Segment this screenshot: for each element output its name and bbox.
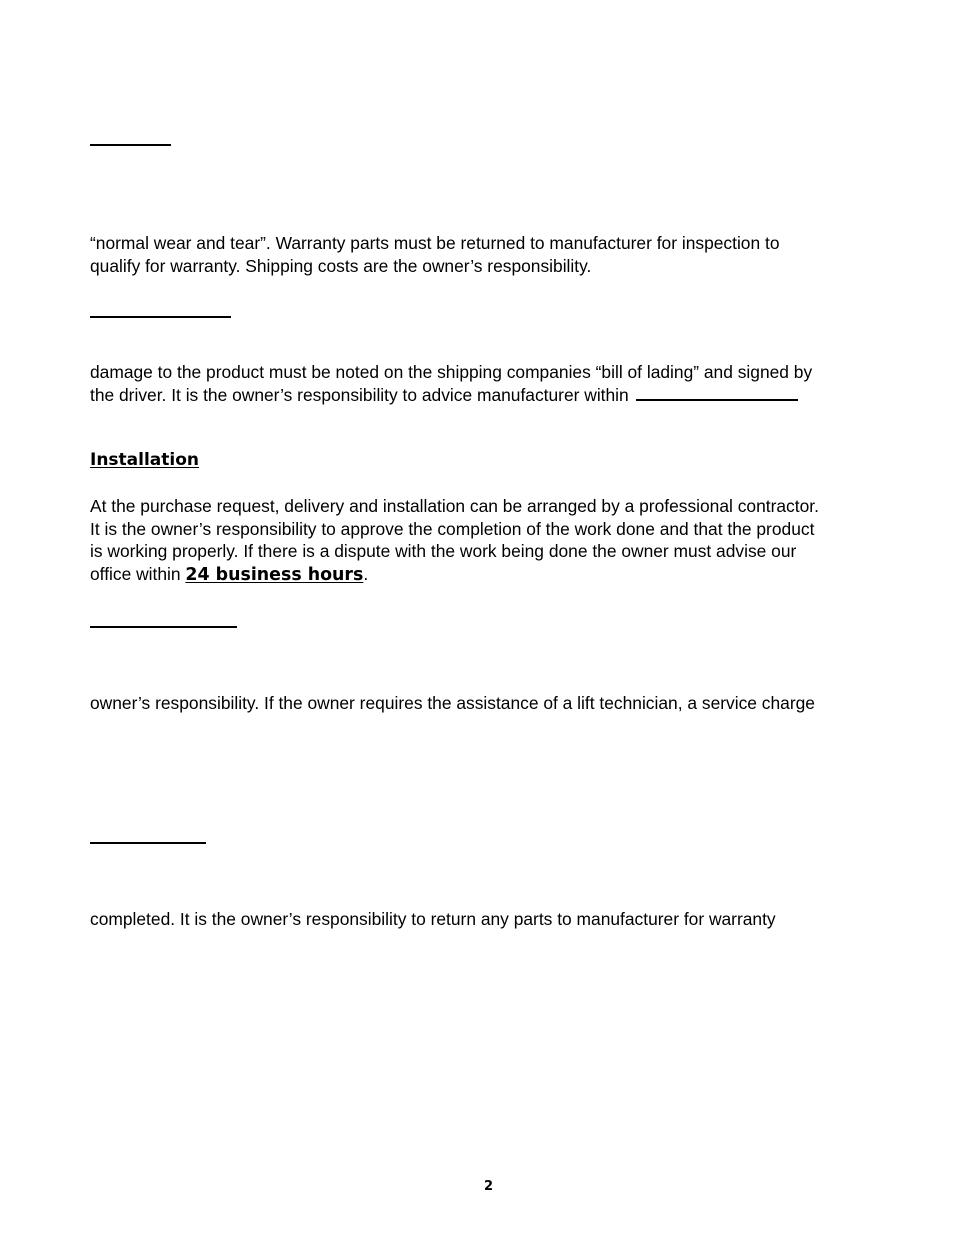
shipping-line-1: damage to the product must be noted on the shipping companies “bill of lading” and signed by [90, 362, 813, 382]
installation-line-4 [90, 563, 890, 587]
business-hours-emphasis: 24 business hours [185, 564, 364, 585]
shipping-paragraph [90, 361, 890, 406]
warranty-paragraph [90, 232, 890, 277]
shipping-line-2 [90, 384, 890, 407]
installation-heading: Installation [90, 450, 200, 470]
installation-line-2: It is the owner’s responsibility to approve the completion of the work done and that the product [90, 518, 815, 539]
returns-paragraph [90, 908, 890, 931]
installation-paragraph [90, 495, 890, 586]
installation-line-4-prefix: office within [90, 563, 186, 584]
section-rule-3 [90, 626, 237, 628]
service-paragraph [90, 692, 890, 715]
section-rule-4 [90, 842, 206, 844]
installation-line-4-suffix: . [363, 563, 369, 584]
installation-line-1: At the purchase request, delivery and installation can be arranged by a professional contractor. [90, 496, 819, 516]
page-number: 2 [483, 1179, 494, 1194]
warranty-line-2: qualify for warranty. Shipping costs are the owner’s responsibility. [90, 255, 592, 276]
returns-line-1: completed. It is the owner’s responsibility to return any parts to manufacturer for warranty [90, 909, 776, 929]
installation-line-3: is working properly. If there is a dispute with the work being done the owner must advise our [90, 541, 797, 561]
shipping-line-2-text: the driver. It is the owner’s responsibility to advice manufacturer within [90, 384, 629, 405]
fill-in-blank [636, 399, 798, 401]
section-rule-2 [90, 316, 231, 318]
warranty-line-1: “normal wear and tear”. Warranty parts must be returned to manufacturer for inspection to [90, 233, 780, 253]
service-line-1: owner’s responsibility. If the owner requires the assistance of a lift technician, a service charge [90, 693, 815, 713]
section-rule-1 [90, 144, 171, 146]
